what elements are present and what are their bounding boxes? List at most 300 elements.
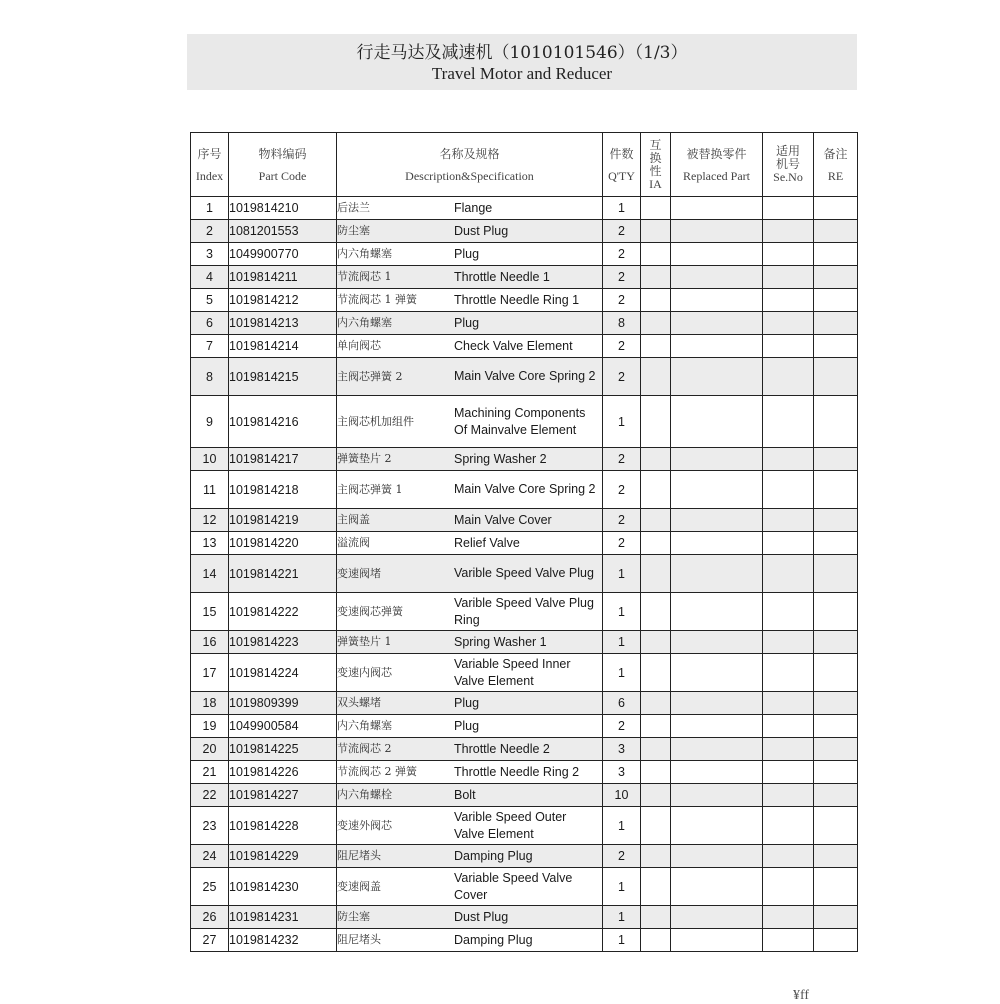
row-part-code: 1019814227 bbox=[229, 784, 337, 807]
row-ia bbox=[641, 243, 671, 266]
row-index: 14 bbox=[191, 555, 229, 593]
row-index: 25 bbox=[191, 868, 229, 906]
title-english: Travel Motor and Reducer bbox=[431, 64, 613, 83]
row-replaced-part bbox=[671, 266, 763, 289]
row-part-code: 1049900584 bbox=[229, 715, 337, 738]
header-replaced-part bbox=[671, 133, 763, 197]
row-name-en: Variable Speed Inner Valve Element bbox=[454, 657, 571, 688]
row-ia bbox=[641, 868, 671, 906]
header-index-cn: 序号 bbox=[197, 146, 222, 161]
row-name-cn: 变速外阀芯 bbox=[337, 818, 392, 832]
table-row bbox=[191, 266, 858, 289]
row-part-code: 1019814216 bbox=[229, 396, 337, 448]
row-name-en: Plug bbox=[454, 718, 480, 733]
row-description bbox=[337, 197, 603, 220]
header-description-cn: 名称及规格 bbox=[439, 146, 500, 161]
row-serial-no bbox=[763, 906, 814, 929]
header-ia-line3: 性 bbox=[649, 163, 662, 178]
row-name-en: Dust Plug bbox=[454, 223, 509, 238]
row-serial-no bbox=[763, 266, 814, 289]
row-qty: 2 bbox=[603, 358, 641, 396]
row-serial-no bbox=[763, 868, 814, 906]
row-index: 24 bbox=[191, 845, 229, 868]
row-name-en: Machining Components Of Mainvalve Element bbox=[454, 406, 586, 437]
row-replaced-part bbox=[671, 784, 763, 807]
header-index-en: Index bbox=[195, 168, 224, 183]
header-description-en: Description&Specification bbox=[405, 168, 534, 183]
row-part-code: 1019814212 bbox=[229, 289, 337, 312]
table-row bbox=[191, 243, 858, 266]
row-description bbox=[337, 358, 603, 396]
row-description bbox=[337, 715, 603, 738]
row-serial-no bbox=[763, 396, 814, 448]
row-qty: 1 bbox=[603, 929, 641, 952]
row-serial-no bbox=[763, 289, 814, 312]
row-index: 16 bbox=[191, 631, 229, 654]
row-name-en: Varible Speed Valve Plug bbox=[454, 566, 594, 581]
row-remarks bbox=[814, 593, 858, 631]
table-row bbox=[191, 555, 858, 593]
row-name-cn: 主阀芯机加组件 bbox=[337, 414, 414, 428]
row-remarks bbox=[814, 471, 858, 509]
row-serial-no bbox=[763, 692, 814, 715]
table-row bbox=[191, 220, 858, 243]
row-ia bbox=[641, 929, 671, 952]
row-qty: 3 bbox=[603, 738, 641, 761]
header-qty-cn: 件数 bbox=[609, 146, 634, 161]
row-qty: 1 bbox=[603, 197, 641, 220]
row-name-cn: 主阀芯弹簧 1 bbox=[337, 482, 403, 496]
table-row bbox=[191, 358, 858, 396]
row-qty: 1 bbox=[603, 396, 641, 448]
row-description bbox=[337, 692, 603, 715]
row-index: 17 bbox=[191, 654, 229, 692]
row-ia bbox=[641, 197, 671, 220]
row-name-cn: 节流阀芯 1 弹簧 bbox=[337, 293, 417, 307]
table-row bbox=[191, 784, 858, 807]
row-part-code: 1019814228 bbox=[229, 807, 337, 845]
row-qty: 2 bbox=[603, 335, 641, 358]
row-replaced-part bbox=[671, 845, 763, 868]
table-row bbox=[191, 929, 858, 952]
row-serial-no bbox=[763, 929, 814, 952]
row-description bbox=[337, 929, 603, 952]
row-description bbox=[337, 738, 603, 761]
row-name-cn: 变速阀堵 bbox=[337, 566, 381, 580]
header-row bbox=[191, 133, 858, 197]
header-ia-line2: 换 bbox=[649, 150, 662, 165]
header-sn-line2: 机号 bbox=[775, 157, 800, 171]
row-part-code: 1019814221 bbox=[229, 555, 337, 593]
table-row bbox=[191, 906, 858, 929]
row-part-code: 1019814224 bbox=[229, 654, 337, 692]
row-remarks bbox=[814, 929, 858, 952]
row-description bbox=[337, 289, 603, 312]
row-qty: 10 bbox=[603, 784, 641, 807]
row-qty: 2 bbox=[603, 243, 641, 266]
row-name-cn: 双头螺堵 bbox=[337, 696, 381, 710]
row-replaced-part bbox=[671, 532, 763, 555]
row-qty: 6 bbox=[603, 692, 641, 715]
table-row bbox=[191, 335, 858, 358]
header-qty bbox=[603, 133, 641, 197]
row-description bbox=[337, 220, 603, 243]
row-part-code: 1019814210 bbox=[229, 197, 337, 220]
row-ia bbox=[641, 266, 671, 289]
row-replaced-part bbox=[671, 654, 763, 692]
header-ia-line1: 互 bbox=[649, 137, 662, 152]
header-remarks bbox=[814, 133, 858, 197]
row-remarks bbox=[814, 906, 858, 929]
row-qty: 1 bbox=[603, 868, 641, 906]
row-replaced-part bbox=[671, 761, 763, 784]
row-remarks bbox=[814, 243, 858, 266]
row-index: 15 bbox=[191, 593, 229, 631]
row-name-en: Spring Washer 2 bbox=[454, 451, 547, 466]
row-remarks bbox=[814, 868, 858, 906]
row-index: 1 bbox=[191, 197, 229, 220]
header-description bbox=[337, 133, 603, 197]
row-ia bbox=[641, 471, 671, 509]
row-description bbox=[337, 396, 603, 448]
row-index: 3 bbox=[191, 243, 229, 266]
row-serial-no bbox=[763, 509, 814, 532]
row-name-en: Throttle Needle 2 bbox=[454, 741, 550, 756]
row-index: 8 bbox=[191, 358, 229, 396]
table-row bbox=[191, 312, 858, 335]
row-index: 9 bbox=[191, 396, 229, 448]
row-qty: 1 bbox=[603, 807, 641, 845]
row-replaced-part bbox=[671, 335, 763, 358]
row-qty: 1 bbox=[603, 555, 641, 593]
row-qty: 1 bbox=[603, 631, 641, 654]
table-row bbox=[191, 654, 858, 692]
row-serial-no bbox=[763, 220, 814, 243]
row-name-cn: 主阀芯弹簧 2 bbox=[337, 369, 403, 383]
row-remarks bbox=[814, 509, 858, 532]
row-name-cn: 内六角螺塞 bbox=[337, 247, 392, 261]
row-index: 21 bbox=[191, 761, 229, 784]
header-ia bbox=[641, 133, 671, 197]
row-qty: 1 bbox=[603, 593, 641, 631]
row-index: 18 bbox=[191, 692, 229, 715]
row-part-code: 1019809399 bbox=[229, 692, 337, 715]
table-row bbox=[191, 471, 858, 509]
header-ia-line4: IA bbox=[649, 176, 662, 191]
row-replaced-part bbox=[671, 243, 763, 266]
row-ia bbox=[641, 509, 671, 532]
row-remarks bbox=[814, 738, 858, 761]
row-remarks bbox=[814, 197, 858, 220]
row-qty: 8 bbox=[603, 312, 641, 335]
row-qty: 2 bbox=[603, 448, 641, 471]
row-replaced-part bbox=[671, 448, 763, 471]
row-index: 7 bbox=[191, 335, 229, 358]
row-description bbox=[337, 845, 603, 868]
row-index: 19 bbox=[191, 715, 229, 738]
row-qty: 2 bbox=[603, 715, 641, 738]
row-serial-no bbox=[763, 845, 814, 868]
row-name-en: Plug bbox=[454, 315, 480, 330]
row-name-en: Check Valve Element bbox=[454, 338, 573, 353]
row-description bbox=[337, 266, 603, 289]
row-remarks bbox=[814, 784, 858, 807]
table-row bbox=[191, 631, 858, 654]
row-part-code: 1019814211 bbox=[229, 266, 337, 289]
row-remarks bbox=[814, 358, 858, 396]
row-serial-no bbox=[763, 631, 814, 654]
row-part-code: 1019814218 bbox=[229, 471, 337, 509]
title-band bbox=[187, 34, 857, 90]
row-description bbox=[337, 593, 603, 631]
table-row bbox=[191, 532, 858, 555]
header-part-code-cn: 物料编码 bbox=[258, 146, 307, 161]
table-row bbox=[191, 593, 858, 631]
row-replaced-part bbox=[671, 358, 763, 396]
row-qty: 2 bbox=[603, 266, 641, 289]
row-remarks bbox=[814, 715, 858, 738]
row-index: 11 bbox=[191, 471, 229, 509]
row-remarks bbox=[814, 335, 858, 358]
header-serial-no bbox=[763, 133, 814, 197]
row-serial-no bbox=[763, 243, 814, 266]
row-description bbox=[337, 631, 603, 654]
row-description bbox=[337, 532, 603, 555]
row-ia bbox=[641, 532, 671, 555]
row-ia bbox=[641, 692, 671, 715]
row-part-code: 1019814229 bbox=[229, 845, 337, 868]
row-name-cn: 变速内阀芯 bbox=[337, 665, 392, 679]
row-part-code: 1019814231 bbox=[229, 906, 337, 929]
row-name-en: Flange bbox=[454, 200, 493, 215]
header-sn-line1: 适用 bbox=[775, 144, 800, 158]
row-replaced-part bbox=[671, 289, 763, 312]
row-remarks bbox=[814, 289, 858, 312]
row-serial-no bbox=[763, 654, 814, 692]
row-serial-no bbox=[763, 335, 814, 358]
row-name-en: Plug bbox=[454, 246, 480, 261]
row-index: 12 bbox=[191, 509, 229, 532]
row-remarks bbox=[814, 448, 858, 471]
row-remarks bbox=[814, 807, 858, 845]
row-qty: 3 bbox=[603, 761, 641, 784]
row-part-code: 1019814213 bbox=[229, 312, 337, 335]
row-part-code: 1019814220 bbox=[229, 532, 337, 555]
row-replaced-part bbox=[671, 715, 763, 738]
row-name-cn: 内六角螺塞 bbox=[337, 316, 392, 330]
row-serial-no bbox=[763, 715, 814, 738]
row-replaced-part bbox=[671, 807, 763, 845]
row-remarks bbox=[814, 761, 858, 784]
row-index: 13 bbox=[191, 532, 229, 555]
table-row bbox=[191, 692, 858, 715]
row-remarks bbox=[814, 396, 858, 448]
header-replaced-cn: 被替换零件 bbox=[686, 146, 747, 161]
row-serial-no bbox=[763, 593, 814, 631]
row-serial-no bbox=[763, 807, 814, 845]
row-ia bbox=[641, 631, 671, 654]
row-replaced-part bbox=[671, 197, 763, 220]
header-re-cn: 备注 bbox=[823, 146, 848, 161]
row-description bbox=[337, 784, 603, 807]
row-replaced-part bbox=[671, 868, 763, 906]
row-description bbox=[337, 868, 603, 906]
row-name-en: Relief Valve bbox=[454, 535, 520, 550]
row-index: 27 bbox=[191, 929, 229, 952]
table-row bbox=[191, 448, 858, 471]
row-replaced-part bbox=[671, 631, 763, 654]
row-name-en: Spring Washer 1 bbox=[454, 634, 547, 649]
row-serial-no bbox=[763, 784, 814, 807]
row-remarks bbox=[814, 845, 858, 868]
row-name-cn: 节流阀芯 2 弹簧 bbox=[337, 765, 417, 779]
row-name-cn: 弹簧垫片 2 bbox=[337, 452, 392, 466]
row-ia bbox=[641, 845, 671, 868]
row-qty: 2 bbox=[603, 845, 641, 868]
row-part-code: 1081201553 bbox=[229, 220, 337, 243]
row-name-cn: 防尘塞 bbox=[337, 224, 370, 238]
header-part-code bbox=[229, 133, 337, 197]
row-name-en: Dust Plug bbox=[454, 909, 509, 924]
row-name-en: Varible Speed Outer Valve Element bbox=[454, 810, 567, 841]
row-remarks bbox=[814, 692, 858, 715]
row-name-en: Main Valve Core Spring 2 bbox=[454, 482, 596, 497]
row-description bbox=[337, 555, 603, 593]
row-serial-no bbox=[763, 448, 814, 471]
row-name-en: Throttle Needle Ring 1 bbox=[454, 292, 580, 307]
row-name-cn: 弹簧垫片 1 bbox=[337, 635, 392, 649]
row-name-cn: 防尘塞 bbox=[337, 910, 370, 924]
row-name-cn: 阻尼堵头 bbox=[337, 849, 381, 863]
row-ia bbox=[641, 358, 671, 396]
row-serial-no bbox=[763, 471, 814, 509]
row-part-code: 1019814215 bbox=[229, 358, 337, 396]
row-part-code: 1019814219 bbox=[229, 509, 337, 532]
row-index: 2 bbox=[191, 220, 229, 243]
table-row bbox=[191, 807, 858, 845]
table-row bbox=[191, 396, 858, 448]
row-name-cn: 主阀盖 bbox=[337, 513, 370, 527]
header-qty-en: Q'TY bbox=[608, 168, 635, 183]
row-serial-no bbox=[763, 197, 814, 220]
row-ia bbox=[641, 906, 671, 929]
row-replaced-part bbox=[671, 593, 763, 631]
row-ia bbox=[641, 312, 671, 335]
row-name-cn: 节流阀芯 1 bbox=[337, 270, 392, 284]
row-qty: 1 bbox=[603, 906, 641, 929]
parts-table bbox=[190, 132, 858, 952]
row-description bbox=[337, 761, 603, 784]
header-sn-line3: Se.No bbox=[773, 170, 803, 184]
row-index: 5 bbox=[191, 289, 229, 312]
row-name-en: Variable Speed Valve Cover bbox=[454, 871, 573, 902]
row-ia bbox=[641, 448, 671, 471]
row-remarks bbox=[814, 631, 858, 654]
table-row bbox=[191, 845, 858, 868]
row-ia bbox=[641, 715, 671, 738]
header-replaced-en: Replaced Part bbox=[683, 168, 750, 183]
row-qty: 2 bbox=[603, 509, 641, 532]
row-part-code: 1019814230 bbox=[229, 868, 337, 906]
row-replaced-part bbox=[671, 555, 763, 593]
row-remarks bbox=[814, 654, 858, 692]
row-remarks bbox=[814, 312, 858, 335]
header-re-en: RE bbox=[827, 168, 844, 183]
row-serial-no bbox=[763, 312, 814, 335]
row-description bbox=[337, 807, 603, 845]
row-index: 26 bbox=[191, 906, 229, 929]
row-index: 10 bbox=[191, 448, 229, 471]
row-name-en: Throttle Needle 1 bbox=[454, 269, 550, 284]
row-name-en: Plug bbox=[454, 695, 480, 710]
row-ia bbox=[641, 654, 671, 692]
row-ia bbox=[641, 555, 671, 593]
row-remarks bbox=[814, 555, 858, 593]
row-name-cn: 内六角螺栓 bbox=[337, 788, 392, 802]
table-row bbox=[191, 761, 858, 784]
row-description bbox=[337, 312, 603, 335]
row-replaced-part bbox=[671, 396, 763, 448]
row-replaced-part bbox=[671, 312, 763, 335]
page-footer-mark: ¥ff bbox=[793, 988, 810, 1003]
row-part-code: 1019814217 bbox=[229, 448, 337, 471]
row-name-cn: 后法兰 bbox=[337, 201, 370, 215]
row-qty: 2 bbox=[603, 220, 641, 243]
header-index bbox=[191, 133, 229, 197]
row-remarks bbox=[814, 266, 858, 289]
row-description bbox=[337, 243, 603, 266]
row-remarks bbox=[814, 220, 858, 243]
row-replaced-part bbox=[671, 929, 763, 952]
row-ia bbox=[641, 738, 671, 761]
row-index: 4 bbox=[191, 266, 229, 289]
row-replaced-part bbox=[671, 509, 763, 532]
row-part-code: 1019814223 bbox=[229, 631, 337, 654]
row-replaced-part bbox=[671, 738, 763, 761]
table-row bbox=[191, 289, 858, 312]
row-serial-no bbox=[763, 532, 814, 555]
row-name-en: Main Valve Core Spring 2 bbox=[454, 369, 596, 384]
row-remarks bbox=[814, 532, 858, 555]
row-name-en: Throttle Needle Ring 2 bbox=[454, 764, 580, 779]
row-description bbox=[337, 509, 603, 532]
row-description bbox=[337, 448, 603, 471]
table-row bbox=[191, 509, 858, 532]
row-description bbox=[337, 654, 603, 692]
row-ia bbox=[641, 335, 671, 358]
row-replaced-part bbox=[671, 471, 763, 509]
row-name-en: Damping Plug bbox=[454, 848, 533, 863]
row-serial-no bbox=[763, 358, 814, 396]
row-description bbox=[337, 335, 603, 358]
row-ia bbox=[641, 761, 671, 784]
row-part-code: 1019814225 bbox=[229, 738, 337, 761]
row-name-cn: 变速阀芯弹簧 bbox=[337, 604, 403, 618]
row-index: 23 bbox=[191, 807, 229, 845]
table-row bbox=[191, 197, 858, 220]
row-name-en: Varible Speed Valve Plug Ring bbox=[454, 596, 594, 627]
row-serial-no bbox=[763, 738, 814, 761]
row-ia bbox=[641, 807, 671, 845]
row-name-cn: 溢流阀 bbox=[337, 536, 370, 550]
row-name-cn: 内六角螺塞 bbox=[337, 719, 392, 733]
row-part-code: 1019814214 bbox=[229, 335, 337, 358]
row-part-code: 1049900770 bbox=[229, 243, 337, 266]
row-ia bbox=[641, 784, 671, 807]
row-name-en: Damping Plug bbox=[454, 932, 533, 947]
row-qty: 1 bbox=[603, 654, 641, 692]
header-part-code-en: Part Code bbox=[258, 168, 307, 183]
